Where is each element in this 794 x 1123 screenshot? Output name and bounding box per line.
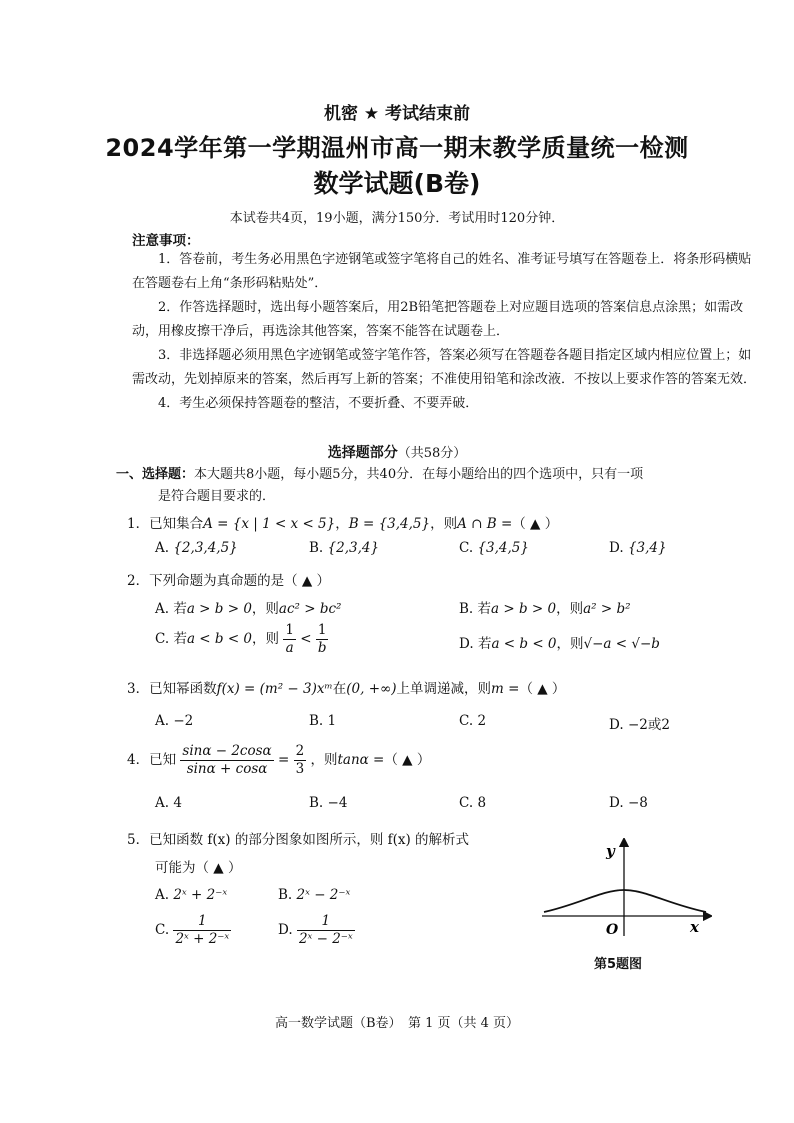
- option-mid: ，则: [556, 601, 584, 617]
- q3-option-d: [609, 713, 670, 733]
- q2-option-a: [155, 597, 341, 617]
- option-cond: a > b > 0: [186, 601, 252, 617]
- option-label: C.: [155, 922, 170, 938]
- q1-option-a: [155, 540, 238, 556]
- fraction-numerator: 2: [295, 743, 305, 759]
- q1-option-d: [609, 540, 667, 556]
- less-than-sign: <: [300, 631, 312, 647]
- notice-item-3: 3．非选择题必须用黑色字迹钢笔或签字笔作答，答案必须写在答题卷各题目指定区域内相应位置上；如需改动，先划掉原来的答案，然后再写上新的答案；不准使用铅笔和涂改液．不按以上要求作答的答案无效．: [132, 348, 757, 387]
- option-pre: 若: [173, 601, 187, 617]
- function-curve: [544, 890, 706, 912]
- q4-option-a: [155, 795, 182, 811]
- fraction-denominator: 2ˣ + 2⁻ˣ: [175, 931, 230, 947]
- q3-pre: 3．已知幂函数: [127, 681, 217, 697]
- option-value: 1: [327, 713, 337, 729]
- q4-option-b: [309, 795, 347, 811]
- fraction-denominator: 3: [295, 761, 305, 777]
- q3-post: 上单调递减，则: [396, 681, 492, 697]
- q4-option-d: [609, 795, 648, 811]
- option-value: 2: [477, 713, 487, 729]
- q4-answer-mark: （ ▲ ）: [384, 752, 431, 768]
- option-mid: ，则: [556, 636, 584, 652]
- option-cond: a < b < 0: [491, 636, 557, 652]
- option-label: D.: [459, 636, 474, 652]
- fraction: [297, 913, 355, 948]
- option-value: {2,3,4,5}: [173, 540, 238, 556]
- notice-item-1: 1．答卷前，考生务必用黑色字迹钢笔或签字笔将自己的姓名、准考证号填写在答题卷上．将条形码横贴在答题卷右上角“条形码粘贴处”．: [132, 252, 752, 291]
- fraction-numerator: 1: [285, 622, 294, 638]
- part1-line2: 是符合题目要求的．: [158, 489, 276, 504]
- q1-option-b: [309, 540, 379, 556]
- q3-var: m =: [491, 681, 520, 697]
- section-score: （共58分）: [397, 446, 467, 461]
- option-value: 2ˣ + 2⁻ˣ: [173, 887, 228, 903]
- q5-option-b: [278, 887, 350, 903]
- option-label: C.: [155, 631, 170, 647]
- q3-interval: (0, +∞): [346, 681, 397, 697]
- fraction: [294, 743, 307, 778]
- q5-option-a: [155, 887, 227, 903]
- part1-instructions: [116, 464, 756, 508]
- q5-option-c: [155, 913, 231, 948]
- equals-sign: =: [277, 752, 290, 768]
- fraction-numerator: 1: [297, 913, 355, 931]
- option-label: C.: [459, 713, 474, 729]
- fraction-numerator: 1: [173, 913, 231, 931]
- notice-title: 注意事项：: [132, 233, 200, 249]
- fraction: [316, 622, 329, 657]
- fraction-denominator: sinα + cosα: [186, 761, 268, 777]
- option-pre: 若: [477, 601, 492, 617]
- q1-option-c: [459, 540, 529, 556]
- q1-pre: 1．已知集合: [127, 516, 204, 532]
- q1-set-a: A = {x | 1 < x < 5}: [203, 516, 336, 532]
- fraction: [173, 913, 231, 948]
- q3-func: f(x) = (m² − 3)xᵐ: [216, 681, 333, 697]
- option-value: {3,4,5}: [477, 540, 529, 556]
- option-label: D.: [278, 922, 293, 938]
- q1-set-b: B = {3,4,5}: [348, 516, 431, 532]
- option-value: 2ˣ − 2⁻ˣ: [296, 887, 351, 903]
- q1-mid: ，则: [430, 516, 458, 532]
- part1-prefix: 一、选择题：: [116, 467, 195, 482]
- option-value: −8: [627, 795, 648, 811]
- figure-caption: 第5题图: [594, 957, 643, 972]
- question-3-stem: [127, 677, 565, 697]
- q2-option-c: [155, 622, 328, 657]
- exam-info: 本试卷共4页，19小题，满分150分．考试用时120分钟．: [229, 211, 565, 226]
- fraction-denominator: b: [317, 640, 327, 656]
- notice-item-2: 2．作答选择题时，选出每小题答案后，用2B铅笔把答题卷上对应题目选项的答案信息点涂黑；如需改动，用橡皮擦干净后，再选涂其他答案，答案不能答在试题卷上．: [132, 300, 744, 339]
- section-title: 选择题部分: [327, 445, 398, 461]
- option-cond: a > b > 0: [491, 601, 557, 617]
- confidential-mark: 机密 ★ 考试结束前: [323, 104, 471, 124]
- option-value: {2,3,4}: [327, 540, 380, 556]
- exam-title: 2024学年第一学期温州市高一期末教学质量统一检测: [105, 134, 689, 162]
- fraction-numerator: 1: [316, 622, 329, 640]
- option-pre: 若: [477, 636, 492, 652]
- option-value: 8: [477, 795, 487, 811]
- fraction-denominator: 2ˣ − 2⁻ˣ: [298, 931, 353, 947]
- option-label: B.: [278, 887, 293, 903]
- section-heading: [0, 442, 794, 462]
- option-result: a² > b²: [583, 601, 631, 617]
- option-result: √−a < √−b: [583, 636, 660, 652]
- option-value: 4: [173, 795, 182, 811]
- page-footer: 高一数学试题（B卷） 第 1 页（共 4 页）: [274, 1016, 520, 1031]
- fraction: [180, 743, 273, 778]
- q4-pre: 4．已知: [127, 752, 177, 768]
- q1-answer-mark: （ ▲ ）: [512, 516, 559, 532]
- question-1-stem: [127, 512, 558, 532]
- y-axis-label: y: [606, 842, 615, 860]
- fraction-numerator: sinα − 2cosα: [182, 743, 272, 759]
- notice-list: [132, 248, 760, 416]
- option-label: D.: [609, 540, 624, 556]
- option-label: B.: [459, 601, 474, 617]
- fraction: [283, 622, 296, 657]
- fraction-denominator: a: [285, 640, 294, 656]
- q5-option-d: [278, 913, 355, 948]
- option-label: B.: [309, 713, 324, 729]
- option-label: B.: [309, 540, 324, 556]
- option-label: A.: [155, 601, 170, 617]
- option-value: {3,4}: [627, 540, 667, 556]
- question-4-stem: [127, 743, 430, 778]
- option-value: −4: [327, 795, 348, 811]
- question-5-stem: 5．已知函数 f(x) 的部分图象如图所示，则 f(x) 的解析式: [127, 832, 470, 848]
- notice-item-4: 4．考生必须保持答题卷的整洁，不要折叠、不要弄破．: [158, 396, 479, 411]
- option-label: A.: [155, 713, 170, 729]
- exam-subtitle: 数学试题(B卷): [313, 169, 481, 198]
- option-mid: ，则: [252, 631, 280, 647]
- q3-option-c: [459, 713, 486, 729]
- q5-function-graph: [540, 838, 712, 938]
- x-axis-label: x: [690, 918, 699, 936]
- option-pre: 若: [173, 631, 187, 647]
- q4-post: ，则: [310, 752, 338, 768]
- option-label: C.: [459, 540, 474, 556]
- option-label: A.: [155, 540, 170, 556]
- origin-label: O: [606, 922, 619, 938]
- option-label: B.: [309, 795, 324, 811]
- option-label: A.: [155, 795, 170, 811]
- option-cond: a < b < 0: [186, 631, 253, 647]
- q2-option-b: [459, 597, 631, 617]
- q3-mid: 在: [332, 681, 347, 697]
- q4-option-c: [459, 795, 486, 811]
- question-5-stem-line2: 可能为（ ▲ ）: [155, 860, 242, 876]
- q1-sep: ，: [335, 516, 349, 532]
- q3-option-a: [155, 713, 193, 729]
- q1-expr: A ∩ B =: [457, 516, 513, 532]
- q3-option-b: [309, 713, 336, 729]
- option-label: D.: [609, 717, 624, 733]
- option-mid: ，则: [251, 601, 279, 617]
- q4-expr: tanα =: [337, 752, 385, 768]
- option-value: −2或2: [627, 717, 670, 733]
- option-label: C.: [459, 795, 474, 811]
- q3-answer-mark: （ ▲ ）: [519, 681, 566, 697]
- option-label: D.: [609, 795, 624, 811]
- option-value: −2: [173, 713, 194, 729]
- question-2-stem: 2．下列命题为真命题的是（ ▲ ）: [127, 573, 331, 589]
- q2-option-d: [459, 632, 660, 652]
- option-result: ac² > bc²: [278, 601, 342, 617]
- part1-line1: 本大题共8小题，每小题5分，共40分．在每小题给出的四个选项中，只有一项: [194, 467, 644, 482]
- option-label: A.: [155, 887, 170, 903]
